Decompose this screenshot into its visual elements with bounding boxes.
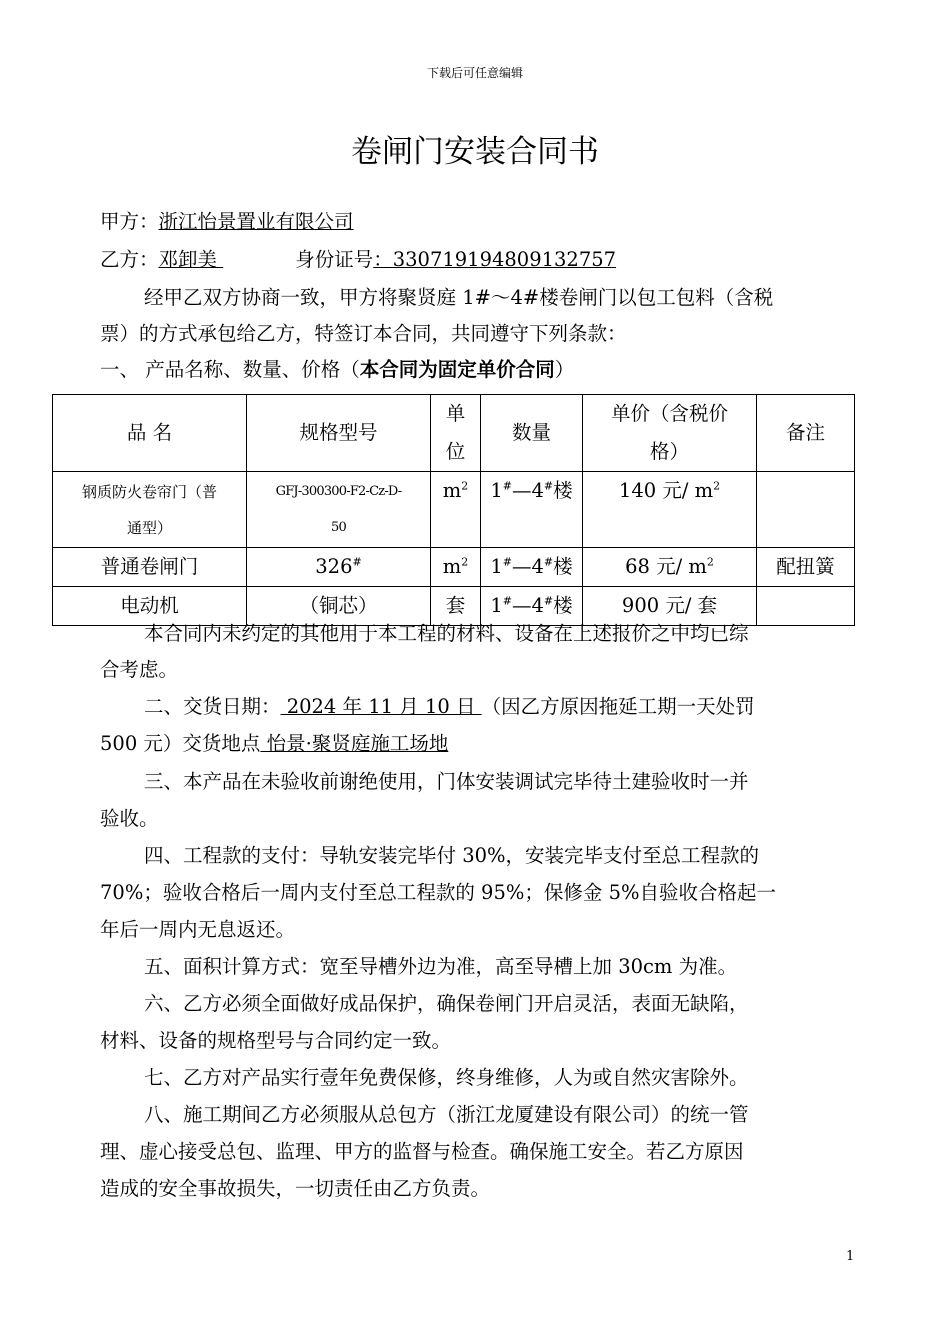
section-6-line-1: 六、乙方必须全面做好成品保护，确保卷闸门开启灵活，表面无缺陷， <box>144 992 749 1015</box>
intro-line-1: 经甲乙双方协商一致，甲方将聚贤庭 1#～4#楼卷闸门以包工包料（含税 <box>144 286 774 309</box>
row1-qty: 1#—4#楼 <box>481 472 583 548</box>
row1-note <box>757 472 855 548</box>
section-3-line-1: 三、本产品在未验收前谢绝使用，门体安装调试完毕待土建验收时一并 <box>144 770 749 793</box>
section-1-bold: 本合同为固定单价合同 <box>359 358 555 381</box>
row3-unit: 套 <box>431 587 481 626</box>
product-table <box>52 394 855 626</box>
row2-price: 68 元/ $m^2$ <box>583 548 757 587</box>
id-value: ：330719194809132757 <box>373 248 617 271</box>
row2-spec: 326# <box>247 548 431 587</box>
section-6-line-2: 材料、设备的规格型号与合同约定一致。 <box>100 1029 452 1052</box>
section-4-line-2: 70%；验收合格后一周内支付至总工程款的 95%；保修金 5%自验收合格起一 <box>100 881 777 904</box>
page-number: 1 <box>846 1249 855 1264</box>
row3-price: 900 元/ 套 <box>583 587 757 626</box>
row3-name: 电动机 <box>53 587 247 626</box>
document-title: 卷闸门安装合同书 <box>351 134 599 170</box>
intro-line-2: 票）的方式承包给乙方，特签订本合同，共同遵守下列条款： <box>100 322 627 345</box>
section-8-line-3: 造成的安全事故损失，一切责任由乙方负责。 <box>100 1177 491 1200</box>
section-4-line-1: 四、工程款的支付：导轨安装完毕付 30%，安装完毕支付至总工程款的 <box>144 844 760 867</box>
section-2-line-1: 二、交货日期： 2024 年 11 月 10 日 （因乙方原因拖延工期一天处罚 <box>144 695 755 718</box>
table-row <box>53 548 855 587</box>
header-qty: 数量 <box>481 395 583 472</box>
row1-spec: GFJ-300300-F2-Cz-D- 50 <box>247 472 431 548</box>
header-spec: 规格型号 <box>247 395 431 472</box>
row2-name: 普通卷闸门 <box>53 548 247 587</box>
para-after-table-1: 本合同内未约定的其他用于本工程的材料、设备在上述报价之中均已综 <box>144 622 749 645</box>
party-a-value: 浙江怡景置业有限公司 <box>158 210 354 233</box>
row2-note: 配扭簧 <box>757 548 855 587</box>
row2-qty: 1#—4#楼 <box>481 548 583 587</box>
table-row <box>53 472 855 548</box>
party-a-line <box>100 206 860 238</box>
header-note: 下载后可任意编辑 <box>426 66 523 80</box>
row1-unit: $m^2$ <box>431 472 481 548</box>
section-1-heading <box>100 354 860 386</box>
section-4-line-3: 年后一周内无息返还。 <box>100 918 296 941</box>
table-header-row <box>53 395 855 472</box>
para-after-table-2: 合考虑。 <box>100 658 179 681</box>
section-2-line-2: 500 元）交货地点 怡景·聚贤庭施工场地 <box>100 732 449 755</box>
row1-price: 140 元/ $m^2$ <box>583 472 757 548</box>
section-8-line-2: 理、虚心接受总包、监理、甲方的监督与检查。确保施工安全。若乙方原因 <box>100 1140 744 1163</box>
delivery-date: 2024 年 11 月 10 日 <box>280 695 482 718</box>
header-price: 单价（含税价 格） <box>583 395 757 472</box>
header-note: 备注 <box>757 395 855 472</box>
row3-qty: 1#—4#楼 <box>481 587 583 626</box>
delivery-place: 怡景·聚贤庭施工场地 <box>260 732 449 755</box>
row1-name: 钢质防火卷帘门（普 通型） <box>53 472 247 548</box>
section-8-line-1: 八、施工期间乙方必须服从总包方（浙江龙厦建设有限公司）的统一管 <box>144 1103 749 1126</box>
section-7-line-1: 七、乙方对产品实行壹年免费保修，终身维修，人为或自然灾害除外。 <box>144 1066 749 1089</box>
section-3-line-2: 验收。 <box>100 807 159 830</box>
header-name: 品 名 <box>53 395 247 472</box>
row2-unit: $m^2$ <box>431 548 481 587</box>
section-1-suffix: ） <box>554 358 575 381</box>
party-b-line <box>100 244 860 276</box>
id-label: 身份证号 <box>295 248 374 271</box>
header-unit: 单 位 <box>431 395 481 472</box>
party-b-label: 乙方： <box>100 248 159 271</box>
section-5-line-1: 五、面积计算方式：宽至导槽外边为准，高至导槽上加 30cm 为准。 <box>144 955 738 978</box>
section-1-prefix: 一、 产品名称、数量、价格（ <box>100 358 360 381</box>
party-a-label: 甲方： <box>100 210 159 233</box>
party-b-value: 邓卸美 <box>158 248 224 271</box>
row3-spec: （铜芯） <box>247 587 431 626</box>
